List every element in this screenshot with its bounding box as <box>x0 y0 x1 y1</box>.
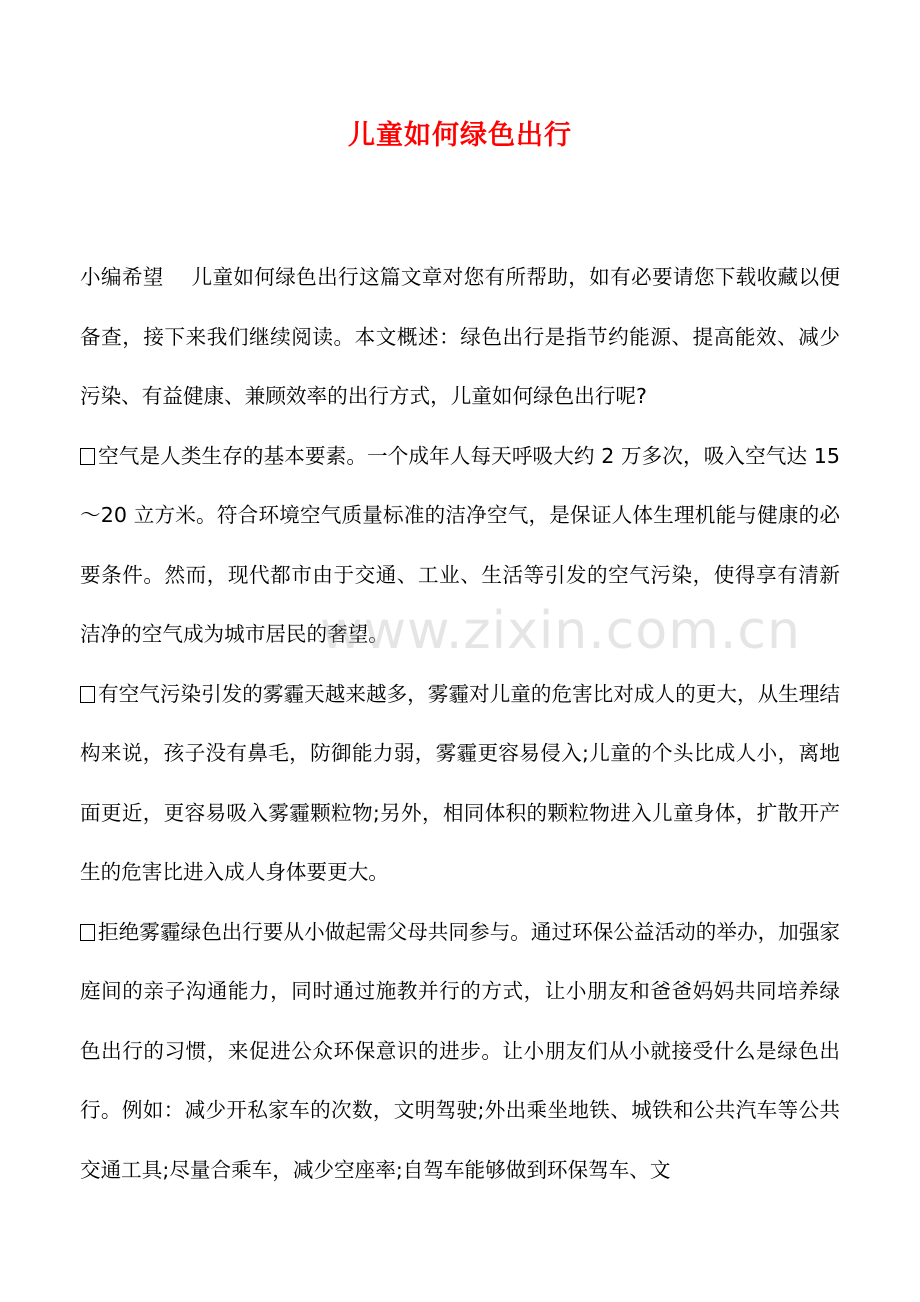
document-body <box>80 248 840 1200</box>
watermark: www.zixin.com.cn <box>320 601 801 661</box>
paragraph-green-travel <box>80 903 840 1201</box>
paragraph-smog <box>80 665 840 903</box>
intro-paragraph: 小编希望 儿童如何绿色出行这篇文章对您有所帮助，如有必要请您下载收藏以便备查，接下来我们继续阅读。本文概述：绿色出行是指节约能源、提高能效、减少污染、有益健康、兼顾效率的出行方式，儿童如何绿色出行呢? <box>80 265 840 408</box>
bullet-box-icon <box>80 686 95 703</box>
bullet-box-icon <box>80 448 95 465</box>
document-title: 儿童如何绿色出行 <box>348 120 572 151</box>
bullet-box-icon <box>80 924 95 941</box>
paragraph-text: 拒绝雾霾绿色出行要从小做起需父母共同参与。通过环保公益活动的举办，加强家庭间的亲子沟通能力，同时通过施教并行的方式，让小朋友和爸爸妈妈共同培养绿色出行的习惯，来促进公众环保意识的进步。让小朋友们从小就接受什么是绿色出行。例如：减少开私家车的次数，文明驾驶;外出乘坐地铁、城铁和公共汽车等公共交通工具;尽量合乘车，减少空座率;自驾车能够做到环保驾车、文 <box>80 919 840 1182</box>
paragraph-text: 空气是人类生存的基本要素。一个成年人每天呼吸大约 2 万多次，吸入空气达 15～20 立方米。符合环境空气质量标准的洁净空气，是保证人体生理机能与健康的必要条件。然而，现代都市由于交通、工业、生活等引发的空气污染，使得享有清新洁净的空气成为城市居民的奢望。 <box>80 443 840 646</box>
paragraph-air <box>80 427 840 665</box>
paragraph-text: 有空气污染引发的雾霾天越来越多，雾霾对儿童的危害比对成人的更大，从生理结构来说，孩子没有鼻毛，防御能力弱，雾霾更容易侵入;儿童的个头比成人小，离地面更近，更容易吸入雾霾颗粒物;另外，相同体积的颗粒物进入儿童身体，扩散开产生的危害比进入成人身体要更大。 <box>80 681 840 884</box>
